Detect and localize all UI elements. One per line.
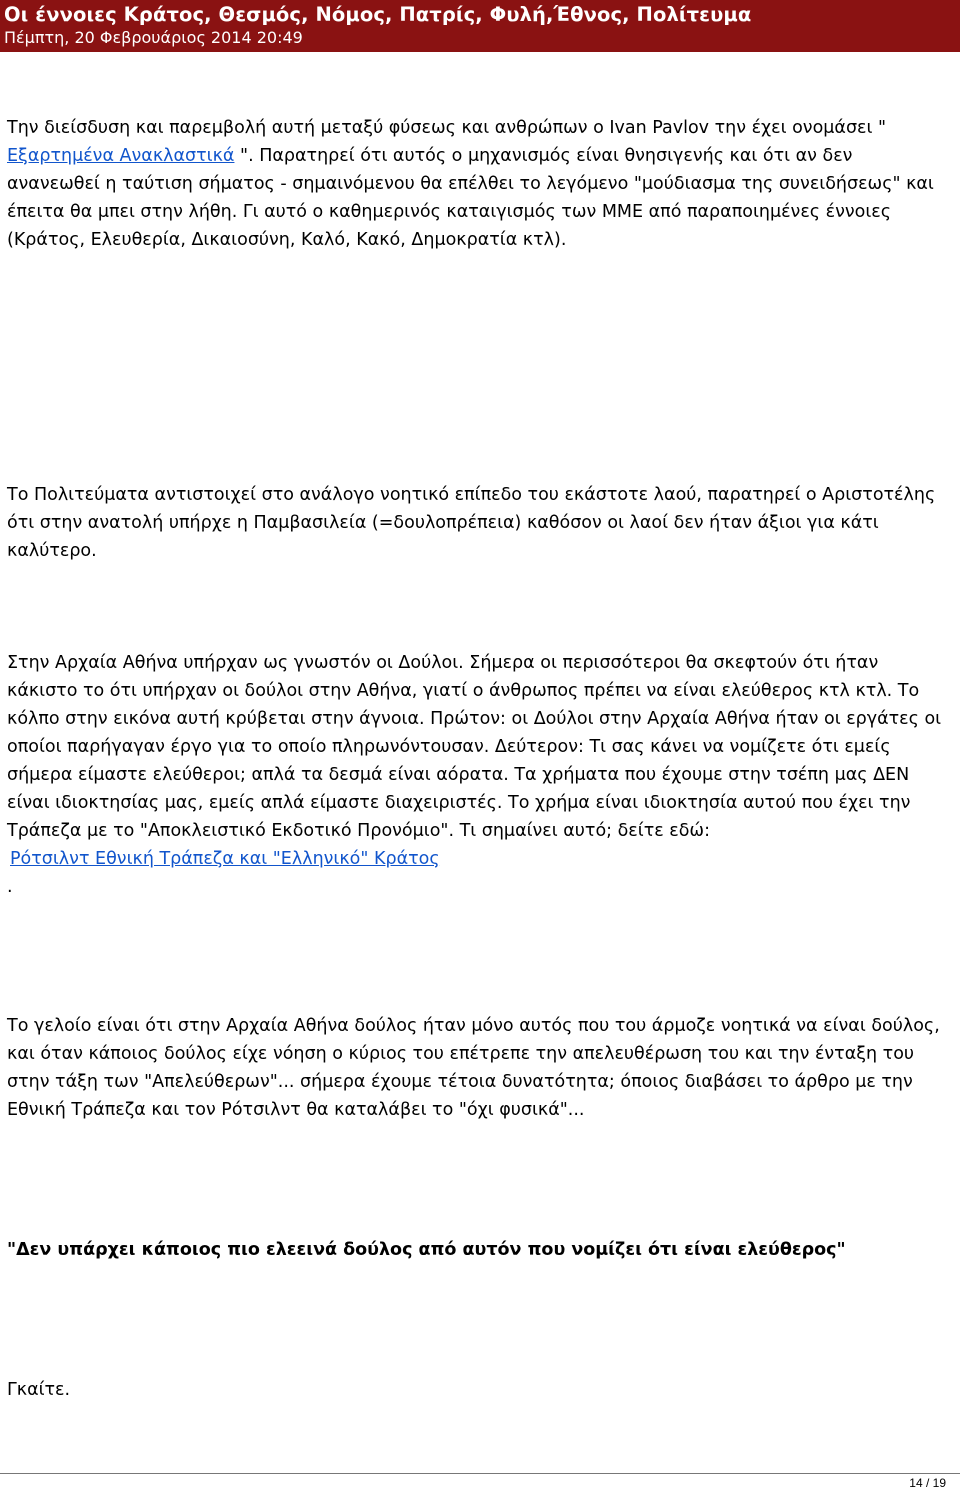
quote-author: Γκαίτε. xyxy=(7,1380,71,1400)
paragraph-text: Στην Αρχαία Αθήνα υπήρχαν ως γνωστόν οι Δούλοι. Σήμερα οι περισσότεροι θα σκεφτούν ότι ήταν κάκιστο το ότι υπήρχαν οι δούλοι στην Αθήνα, γιατί ο άνθρωπος πρέπει να είναι ελεύθερος κτλ κτλ. Το κόλπο στην εικόνα αυτή κρύβεται στην άγνοια. Πρώτον: οι Δούλοι στην Αρχαία Αθήνα ήταν οι εργάτες οι οποίοι παρήγαγαν έργο για το οποίο πληρωνόντουσαν. Δεύτερον: Τι σας κάνει να νομίζετε ότι εμείς σήμερα είμαστε ελεύθεροι; απλά τα δεσμά είναι αόρατα. Τα χρήματα που έχουμε στην τσέπη μας ΔΕΝ είναι ιδιοκτησίας μας, εμείς απλά είμαστε διαχειριστές. Το χρήμα είναι ιδιοκτησία αυτού που έχει την Τράπεζα με το "Αποκλειστικό Εκδοτικό Προνόμιο". Τι σημαίνει αυτό; δείτε εδώ: xyxy=(7,653,942,841)
paragraph-text: Την διείσδυση και παρεμβολή αυτή μεταξύ φύσεως και ανθρώπων ο Ivan Pavlov την έχει ονομάσει " xyxy=(7,118,887,138)
footer-divider xyxy=(0,1473,960,1474)
paragraph-ancient-athens: Το γελοίο είναι ότι στην Αρχαία Αθήνα δούλος ήταν μόνο αυτός που του άρμοζε νοητικά να είναι δούλος, και όταν κάποιος δούλος είχε νόηση ο κύριος του επέτρεπε την απελευθέρωση του και την ένταξη του στην τάξη των "Απελεύθερων"... σήμερα έχουμε τέτοια δυνατότητα; όποιος διαβάσει το άρθρο με την Εθνική Τράπεζα και τον Ρότσιλντ θα καταλάβει το "όχι φυσικά"... xyxy=(7,1016,940,1120)
paragraph-slaves xyxy=(7,649,947,901)
paragraph-aristotle: Το Πολιτεύματα αντιστοιχεί στο ανάλογο νοητικό επίπεδο του εκάστοτε λαού, παρατηρεί ο Αριστοτέλης ότι στην ανατολή υπήρχε η Παμβασιλεία (=δουλοπρέπεια) καθόσον οι λαοί δεν ήταν άξιοι για κάτι καλύτερο. xyxy=(7,485,936,561)
rothschild-link[interactable]: Ρότσιλντ Εθνική Τράπεζα και "Ελληνικό" Κράτος xyxy=(10,849,440,869)
paragraph-pavlov xyxy=(7,114,947,254)
article-date: Πέμπτη, 20 Φεβρουάριος 2014 20:49 xyxy=(4,28,303,47)
reflexes-link[interactable]: Εξαρτημένα Ανακλαστικά xyxy=(7,146,235,166)
page-header xyxy=(0,0,960,52)
page-number: 14 / 19 xyxy=(909,1476,946,1490)
goethe-quote: "Δεν υπάρχει κάποιος πιο ελεεινά δούλος από αυτόν που νομίζει ότι είναι ελεύθερος" xyxy=(7,1240,846,1260)
article-title: Οι έννοιες Κράτος, Θεσμός, Νόμος, Πατρίς, Φυλή,Έθνος, Πολίτευμα xyxy=(4,3,752,26)
paragraph-dot: . xyxy=(7,877,13,897)
paragraph-text: ". Παρατηρεί ότι αυτός ο μηχανισμός είναι θνησιγενής και ότι αν δεν ανανεωθεί η ταύτιση σήματος - σημαινόμενου θα επέλθει το λεγόμενο "μούδιασμα της συνειδήσεως" και έπειτα θα μπει στην λήθη. Γι αυτό ο καθημερινός καταιγισμός των ΜΜΕ από παραποιημένες έννοιες (Κράτος, Ελευθερία, Δικαιοσύνη, Καλό, Κακό, Δημοκρατία κτλ). xyxy=(7,146,934,250)
